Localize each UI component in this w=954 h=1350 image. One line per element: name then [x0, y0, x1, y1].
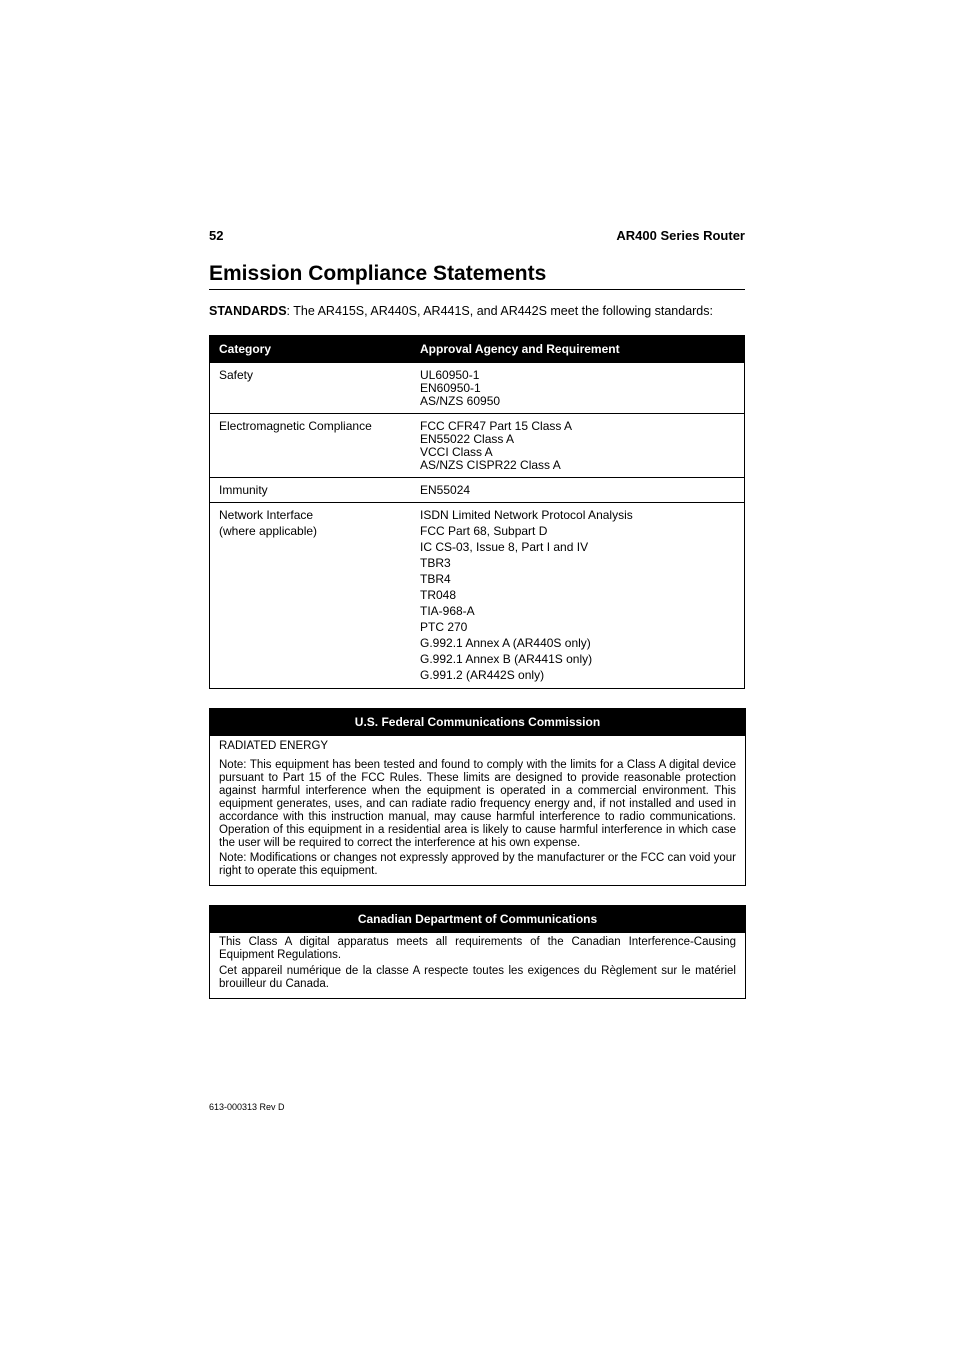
fcc-notice-box — [209, 708, 746, 886]
requirement-item: TIA-968-A — [420, 604, 475, 618]
requirement-item: EN60950-1 — [420, 381, 481, 395]
requirement-item: G.992.1 Annex B (AR441S only) — [420, 652, 593, 666]
standards-intro — [209, 304, 746, 319]
requirement-item: G.991.2 (AR442S only) — [420, 668, 545, 682]
canada-notice-box — [209, 905, 746, 999]
category-cell — [210, 503, 412, 689]
requirement-item: FCC CFR47 Part 15 Class A — [420, 419, 573, 433]
category-cell — [210, 478, 412, 503]
requirement-item: AS/NZS 60950 — [420, 394, 501, 408]
canada-body — [210, 933, 745, 998]
table-row — [210, 363, 745, 414]
document-number: 613-000313 Rev D — [209, 1102, 285, 1112]
canada-english-paragraph: This Class A digital apparatus meets all requirements of the Canadian Interference-Causing Equipment Regulations. — [219, 936, 736, 961]
running-title: AR400 Series Router — [616, 228, 745, 243]
fcc-modifications-paragraph: Note: Modifications or changes not expressly approved by the manufacturer or the FCC can void your right to operate this equipment. — [219, 852, 736, 877]
running-header — [209, 228, 745, 244]
requirement-cell — [411, 414, 745, 478]
requirement-item: FCC Part 68, Subpart D — [420, 524, 548, 538]
requirement-item: AS/NZS CISPR22 Class A — [420, 458, 561, 472]
category-label: Immunity — [219, 483, 268, 497]
requirement-item: TBR4 — [420, 572, 451, 586]
requirement-item: ISDN Limited Network Protocol Analysis — [420, 508, 633, 522]
requirement-cell — [411, 478, 745, 503]
page-number: 52 — [209, 228, 224, 243]
category-label: Network Interface — [219, 508, 314, 522]
table-row — [210, 503, 745, 689]
requirement-item: EN55022 Class A — [420, 432, 515, 446]
fcc-note-paragraph: Note: This equipment has been tested and found to comply with the limits for a Class A digital device pursuant to Part 15 of the FCC Rules. These limits are designed to provide reasonable protection against harmful interference when the equipment is operated in a commercial environment. This equipment generates, uses, and can radiate radio frequency energy and, if not installed and used in accordance with this instruction manual, may cause harmful interference to radio communications. Operation of this equipment in a residential area is likely to cause harmful interference in which case the user will be required to correct the interference at his own expense. — [219, 759, 736, 849]
requirement-cell — [411, 503, 745, 689]
category-label: Safety — [219, 368, 254, 382]
category-cell — [210, 414, 412, 478]
page-content — [209, 228, 746, 999]
category-cell — [210, 363, 412, 414]
requirement-item: UL60950-1 — [420, 368, 480, 382]
requirement-item: VCCI Class A — [420, 445, 493, 459]
requirement-item: EN55024 — [420, 483, 471, 497]
column-header-requirement: Approval Agency and Requirement — [411, 336, 745, 363]
fcc-subheading: RADIATED ENERGY — [219, 740, 329, 752]
table-header-row — [210, 336, 745, 363]
table-row — [210, 478, 745, 503]
table-row — [210, 414, 745, 478]
fcc-heading: U.S. Federal Communications Commission — [210, 709, 745, 736]
column-header-category: Category — [210, 336, 412, 363]
canada-heading: Canadian Department of Communications — [210, 906, 745, 933]
requirement-item: TBR3 — [420, 556, 451, 570]
requirement-item: TR048 — [420, 588, 457, 602]
requirement-cell — [411, 363, 745, 414]
requirement-item: IC CS-03, Issue 8, Part I and IV — [420, 540, 589, 554]
standards-label: STANDARDS — [209, 304, 287, 318]
requirement-item: G.992.1 Annex A (AR440S only) — [420, 636, 591, 650]
fcc-body — [210, 736, 745, 885]
standards-table — [209, 335, 745, 689]
requirement-item: PTC 270 — [420, 620, 468, 634]
standards-text: : The AR415S, AR440S, AR441S, and AR442S meet the following standards: — [286, 304, 713, 318]
page-title: Emission Compliance Statements — [209, 261, 745, 290]
category-label: Electromagnetic Compliance — [219, 419, 372, 433]
canada-french-paragraph: Cet appareil numérique de la classe A respecte toutes les exigences du Règlement sur le matériel brouilleur du Canada. — [219, 965, 736, 990]
category-note: (where applicable) — [219, 524, 318, 538]
